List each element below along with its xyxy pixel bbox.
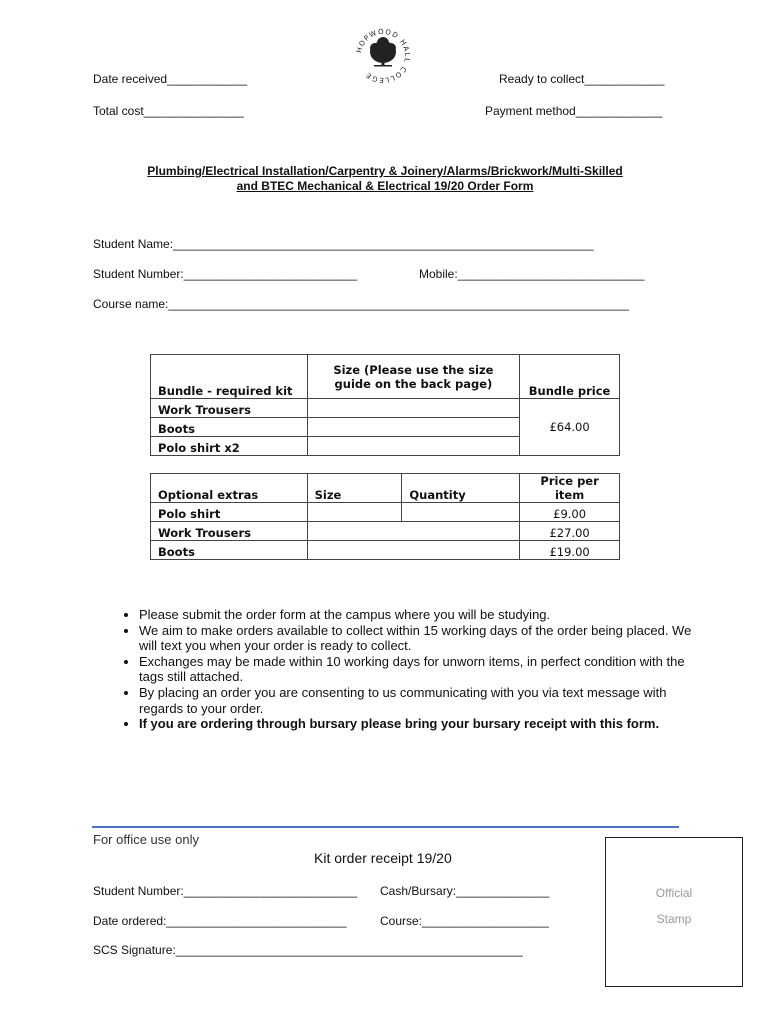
form-title: [80, 164, 690, 194]
extras-size-input[interactable]: [307, 503, 402, 522]
extras-header-row: [151, 474, 620, 503]
receipt-title: Kit order receipt 19/20: [314, 850, 452, 866]
scs-signature-field[interactable]: SCS Signature:____________________________________________________: [93, 943, 523, 957]
extras-item: Polo shirt: [151, 503, 308, 522]
list-item: • Please submit the order form at the campus where you will be studying.: [139, 607, 709, 623]
notes-list: [106, 607, 709, 732]
extras-table: [150, 473, 620, 560]
bundle-price: £64.00: [520, 399, 620, 456]
form-title-line1: Plumbing/Electrical Installation/Carpentry & Joinery/Alarms/Brickwork/Multi-Skilled: [147, 164, 623, 178]
ready-to-collect-field[interactable]: Ready to collect____________: [499, 72, 665, 86]
bundle-item-polo-shirt: Polo shirt x2: [151, 437, 308, 456]
student-name-field[interactable]: Student Name:_______________________________________________________________: [93, 237, 594, 251]
office-course-field[interactable]: Course:___________________: [380, 914, 549, 928]
form-title-line2: and BTEC Mechanical & Electrical 19/20 Order Form: [236, 179, 534, 193]
cash-bursary-field[interactable]: Cash/Bursary:______________: [380, 884, 550, 898]
office-use-label: For office use only: [93, 832, 199, 847]
extras-price: £19.00: [520, 541, 620, 560]
official-stamp-box: [605, 837, 743, 987]
list-item: • We aim to make orders available to collect within 15 working days of the order being placed. We will text you when your order is ready to collect.: [139, 623, 709, 654]
bundle-header-size: Size (Please use the size guide on the back page): [307, 355, 519, 399]
extras-price: £9.00: [520, 503, 620, 522]
bundle-item-work-trousers: Work Trousers: [151, 399, 308, 418]
stamp-label-official: Official: [655, 886, 693, 900]
bundle-header-kit: Bundle - required kit: [151, 355, 308, 399]
extras-size-quantity-input[interactable]: [307, 522, 520, 541]
date-received-field[interactable]: Date received____________: [93, 72, 248, 86]
table-row: [151, 541, 620, 560]
size-input-polo-shirt[interactable]: [307, 437, 519, 456]
svg-text:HOPWOOD HALL COLLEGE: HOPWOOD HALL COLLEGE: [355, 27, 412, 84]
payment-method-field[interactable]: Payment method_____________: [485, 104, 663, 118]
bundle-item-boots: Boots: [151, 418, 308, 437]
date-ordered-field[interactable]: Date ordered:___________________________: [93, 914, 347, 928]
stamp-label-stamp: Stamp: [656, 912, 692, 926]
list-item: • Exchanges may be made within 10 working days for unworn items, in perfect condition with the tags still attached.: [139, 654, 709, 685]
bundle-header-row: [151, 355, 620, 399]
size-input-boots[interactable]: [307, 418, 519, 437]
bundle-header-price: Bundle price: [520, 355, 620, 399]
table-row: [151, 522, 620, 541]
extras-quantity-input[interactable]: [402, 503, 520, 522]
mobile-field[interactable]: Mobile:____________________________: [419, 267, 645, 281]
list-item: • By placing an order you are consenting to us communicating with you via text message with regards to your order.: [139, 685, 709, 716]
table-row: [151, 503, 620, 522]
college-logo: [352, 24, 414, 84]
list-item: • If you are ordering through bursary please bring your bursary receipt with this form.: [139, 716, 709, 732]
extras-price: £27.00: [520, 522, 620, 541]
extras-size-quantity-input[interactable]: [307, 541, 520, 560]
student-number-field[interactable]: Student Number:__________________________: [93, 267, 358, 281]
extras-header-item: Optional extras: [151, 474, 308, 503]
extras-header-quantity: Quantity: [402, 474, 520, 503]
course-name-field[interactable]: Course name:_____________________________________________________________________: [93, 297, 629, 311]
office-student-number-field[interactable]: Student Number:__________________________: [93, 884, 358, 898]
total-cost-field[interactable]: Total cost_______________: [93, 104, 244, 118]
extras-item: Boots: [151, 541, 308, 560]
bundle-table: [150, 354, 620, 456]
table-row: [151, 399, 620, 418]
extras-header-size: Size: [307, 474, 402, 503]
tree-logo-icon: [352, 24, 414, 84]
extras-header-price: Price per item: [520, 474, 620, 503]
extras-item: Work Trousers: [151, 522, 308, 541]
size-input-work-trousers[interactable]: [307, 399, 519, 418]
office-divider: [92, 826, 679, 828]
